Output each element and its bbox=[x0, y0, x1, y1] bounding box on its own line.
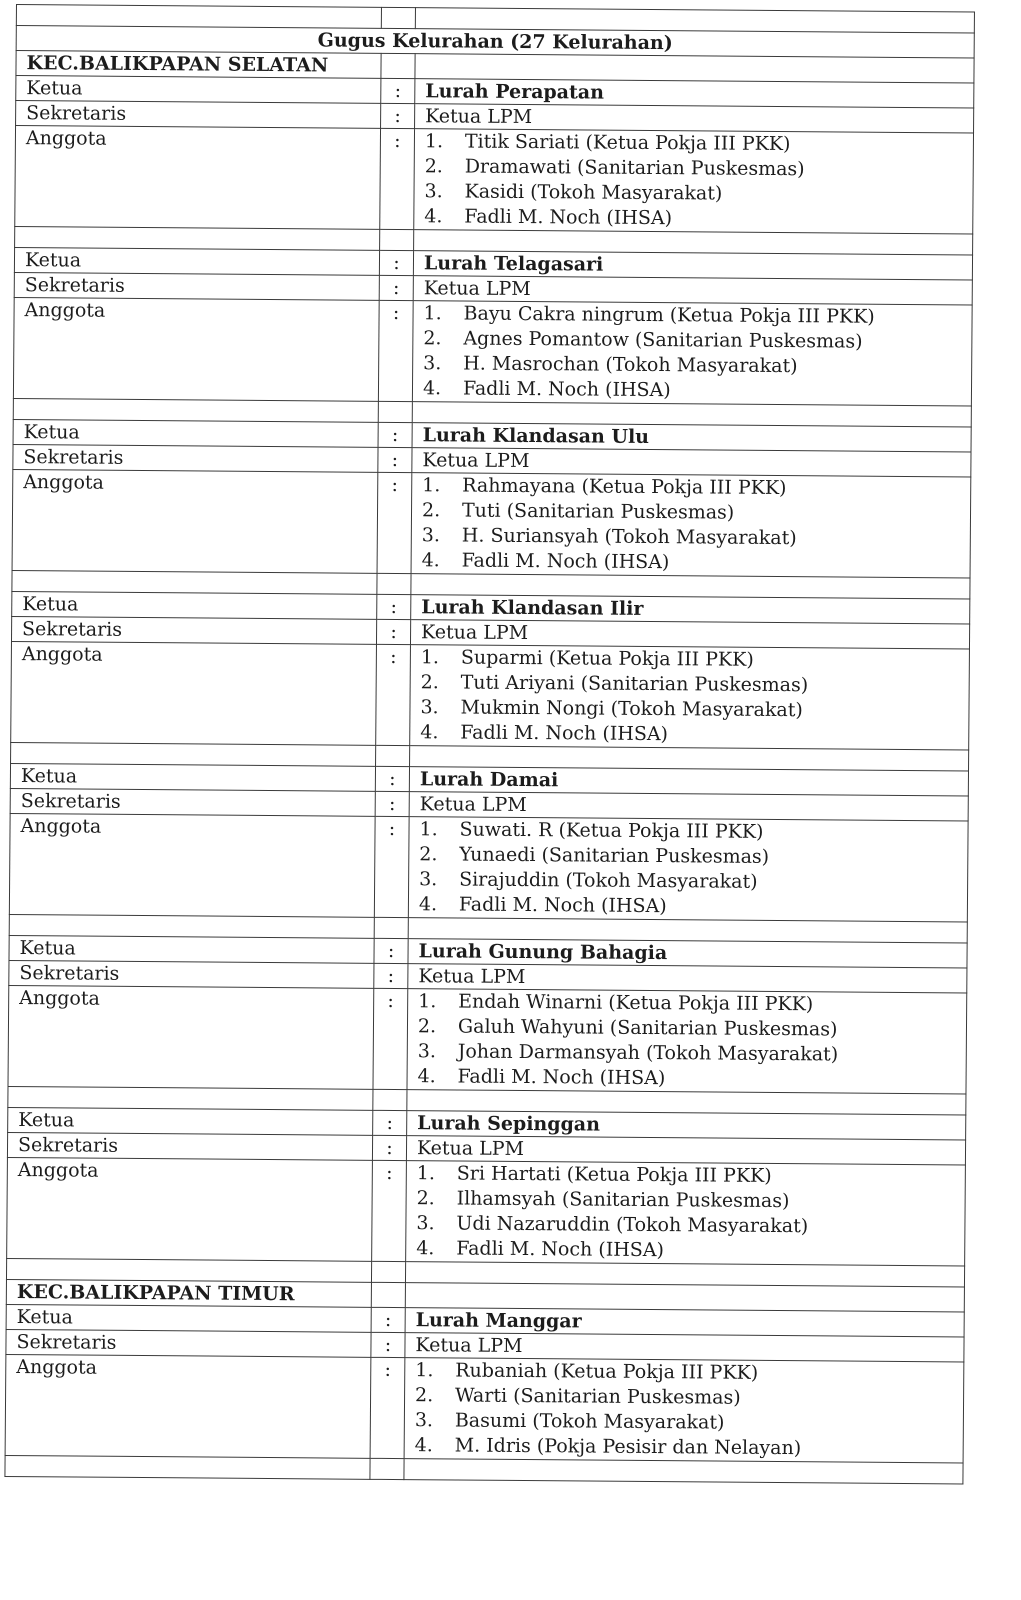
sekretaris-value: Ketua LPM bbox=[413, 276, 972, 305]
member-name: Basumi (Tokoh Masyarakat) bbox=[454, 1409, 725, 1434]
ketua-value: Lurah Perapatan bbox=[415, 79, 974, 108]
member-list bbox=[420, 645, 969, 749]
anggota-list-cell bbox=[411, 473, 971, 578]
member-number: 2. bbox=[416, 1187, 435, 1210]
colon: : bbox=[374, 938, 408, 963]
ketua-value: Lurah Gunung Bahagia bbox=[408, 939, 967, 968]
member-name: Sirajuddin (Tokoh Masyarakat) bbox=[459, 868, 758, 893]
member-name: M. Idris (Pokja Pesisir dan Nelayan) bbox=[454, 1434, 802, 1460]
colon: : bbox=[372, 1160, 407, 1261]
member-number: 3. bbox=[424, 180, 443, 203]
list-item bbox=[419, 892, 967, 921]
member-name: Suparmi (Ketua Pokja III PKK) bbox=[460, 646, 754, 671]
sekretaris-value: Ketua LPM bbox=[409, 792, 968, 821]
list-item bbox=[422, 548, 970, 577]
table-body bbox=[5, 5, 975, 1484]
member-name: Tuti (Sanitarian Puskesmas) bbox=[461, 499, 735, 524]
sekretaris-label: Sekretaris bbox=[11, 616, 376, 644]
member-name: Fadli M. Noch (IHSA) bbox=[464, 205, 673, 230]
ketua-label: Ketua bbox=[8, 1107, 373, 1135]
colon: : bbox=[377, 594, 411, 619]
sekretaris-label: Sekretaris bbox=[7, 1132, 372, 1160]
member-number: 4. bbox=[414, 1434, 433, 1457]
member-name: Galuh Wahyuni (Sanitarian Puskesmas) bbox=[457, 1015, 838, 1041]
member-name: Agnes Pomantow (Sanitarian Puskesmas) bbox=[463, 327, 863, 353]
member-name: Fadli M. Noch (IHSA) bbox=[457, 1065, 666, 1090]
document-page bbox=[4, 4, 974, 1595]
ketua-value: Lurah Telagasari bbox=[413, 251, 972, 280]
anggota-label: Anggota bbox=[15, 126, 381, 230]
kecamatan-heading: KEC.BALIKPAPAN SELATAN bbox=[16, 51, 381, 79]
member-number: 2. bbox=[414, 1384, 434, 1407]
member-number: 4. bbox=[417, 1065, 436, 1088]
colon: : bbox=[371, 1332, 405, 1357]
anggota-list-cell bbox=[407, 989, 967, 1094]
sekretaris-value: Ketua LPM bbox=[410, 620, 969, 649]
sekretaris-value: Ketua LPM bbox=[412, 448, 971, 477]
list-item bbox=[417, 1064, 965, 1093]
member-number: 3. bbox=[414, 1409, 434, 1432]
anggota-label: Anggota bbox=[5, 1354, 371, 1458]
member-name: Fadli M. Noch (IHSA) bbox=[461, 549, 670, 574]
member-number: 2. bbox=[421, 499, 441, 522]
member-name: Fadli M. Noch (IHSA) bbox=[460, 721, 669, 746]
anggota-label: Anggota bbox=[9, 813, 375, 917]
sekretaris-value: Ketua LPM bbox=[415, 104, 974, 133]
sekretaris-label: Sekretaris bbox=[6, 1329, 371, 1357]
member-list bbox=[419, 817, 968, 921]
colon: : bbox=[371, 1307, 405, 1332]
member-number: 3. bbox=[420, 696, 439, 719]
member-number: 3. bbox=[417, 1040, 437, 1063]
ketua-value: Lurah Klandasan Ilir bbox=[411, 595, 970, 624]
ketua-label: Ketua bbox=[10, 763, 375, 791]
member-number: 1. bbox=[420, 646, 440, 669]
member-name: Endah Winarni (Ketua Pokja III PKK) bbox=[458, 990, 814, 1016]
member-number: 1. bbox=[424, 130, 444, 153]
anggota-row bbox=[12, 469, 971, 578]
member-number: 3. bbox=[416, 1212, 435, 1235]
member-name: Mukmin Nongi (Tokoh Masyarakat) bbox=[460, 696, 803, 722]
member-number: 4. bbox=[422, 377, 442, 400]
member-name: Kasidi (Tokoh Masyarakat) bbox=[464, 180, 723, 205]
anggota-list-cell bbox=[410, 645, 970, 750]
member-number: 2. bbox=[420, 671, 439, 694]
member-name: H. Suriansyah (Tokoh Masyarakat) bbox=[461, 524, 797, 550]
member-number: 1. bbox=[415, 1359, 434, 1382]
colon: : bbox=[378, 447, 412, 472]
anggota-label: Anggota bbox=[12, 469, 378, 573]
member-number: 4. bbox=[416, 1237, 435, 1260]
anggota-row bbox=[8, 985, 967, 1094]
anggota-label: Anggota bbox=[11, 641, 377, 745]
member-number: 4. bbox=[421, 549, 440, 572]
member-number: 3. bbox=[421, 524, 441, 547]
member-number: 3. bbox=[419, 868, 438, 891]
member-name: Bayu Cakra ningrum (Ketua Pokja III PKK) bbox=[463, 302, 875, 328]
anggota-row bbox=[11, 641, 970, 750]
ketua-value: Lurah Damai bbox=[409, 767, 968, 796]
ketua-label: Ketua bbox=[16, 76, 381, 104]
ketua-label: Ketua bbox=[9, 935, 374, 963]
anggota-row bbox=[15, 126, 974, 235]
sekretaris-label: Sekretaris bbox=[13, 444, 378, 472]
colon: : bbox=[374, 963, 408, 988]
colon: : bbox=[381, 78, 415, 103]
member-name: Dramawati (Sanitarian Puskesmas) bbox=[464, 155, 805, 181]
colon: : bbox=[373, 988, 408, 1089]
colon: : bbox=[378, 300, 413, 401]
member-name: Suwati. R (Ketua Pokja III PKK) bbox=[459, 818, 764, 843]
colon: : bbox=[379, 275, 413, 300]
member-name: Rahmayana (Ketua Pokja III PKK) bbox=[462, 474, 787, 500]
member-number: 2. bbox=[419, 843, 438, 866]
gugus-kelurahan-table bbox=[4, 4, 975, 1484]
member-number: 2. bbox=[417, 1015, 437, 1038]
list-item bbox=[424, 204, 972, 233]
member-name: Fadli M. Noch (IHSA) bbox=[458, 893, 667, 918]
member-list bbox=[424, 129, 973, 233]
ketua-label: Ketua bbox=[6, 1304, 371, 1332]
list-item bbox=[415, 1433, 963, 1462]
member-number: 2. bbox=[423, 327, 442, 350]
list-item bbox=[416, 1236, 964, 1265]
member-name: Fadli M. Noch (IHSA) bbox=[462, 377, 671, 402]
member-name: Tuti Ariyani (Sanitarian Puskesmas) bbox=[460, 671, 809, 697]
member-name: H. Masrochan (Tokoh Masyarakat) bbox=[463, 352, 798, 378]
anggota-list-cell bbox=[412, 301, 972, 406]
kecamatan-heading: KEC.BALIKPAPAN TIMUR bbox=[6, 1279, 371, 1307]
member-number: 1. bbox=[419, 818, 438, 841]
member-list bbox=[417, 989, 966, 1093]
list-item bbox=[423, 376, 971, 405]
sekretaris-value: Ketua LPM bbox=[405, 1333, 964, 1362]
anggota-row bbox=[7, 1157, 966, 1266]
anggota-label: Anggota bbox=[7, 1157, 373, 1261]
sekretaris-label: Sekretaris bbox=[14, 272, 379, 300]
anggota-row bbox=[9, 813, 968, 922]
colon: : bbox=[374, 816, 409, 917]
colon: : bbox=[376, 619, 410, 644]
member-name: Fadli M. Noch (IHSA) bbox=[456, 1237, 665, 1262]
anggota-row bbox=[13, 297, 972, 406]
ketua-label: Ketua bbox=[14, 247, 379, 275]
anggota-list-cell bbox=[406, 1161, 966, 1266]
colon: : bbox=[373, 1110, 407, 1135]
member-name: Johan Darmansyah (Tokoh Masyarakat) bbox=[457, 1040, 839, 1066]
member-number: 1. bbox=[416, 1162, 436, 1185]
member-number: 1. bbox=[418, 990, 437, 1013]
member-name: Warti (Sanitarian Puskesmas) bbox=[454, 1384, 741, 1409]
member-list bbox=[423, 301, 972, 405]
ketua-value: Lurah Klandasan Ulu bbox=[412, 423, 971, 452]
member-name: Titik Sariati (Ketua Pokja III PKK) bbox=[464, 130, 791, 156]
colon: : bbox=[381, 103, 415, 128]
colon: : bbox=[378, 422, 412, 447]
colon: : bbox=[375, 766, 409, 791]
anggota-list-cell bbox=[414, 129, 974, 234]
colon: : bbox=[380, 128, 415, 229]
anggota-label: Anggota bbox=[13, 297, 379, 401]
ketua-value: Lurah Manggar bbox=[405, 1308, 964, 1337]
ketua-label: Ketua bbox=[13, 419, 378, 447]
member-number: 1. bbox=[423, 302, 442, 325]
anggota-list-cell bbox=[408, 817, 968, 922]
anggota-label: Anggota bbox=[8, 985, 374, 1089]
member-list bbox=[415, 1358, 964, 1462]
member-name: Sri Hartati (Ketua Pokja III PKK) bbox=[456, 1162, 772, 1187]
colon: : bbox=[372, 1135, 406, 1160]
member-name: Rubaniah (Ketua Pokja III PKK) bbox=[455, 1359, 759, 1384]
colon: : bbox=[379, 250, 413, 275]
page-title: Gugus Kelurahan (27 Kelurahan) bbox=[16, 26, 974, 59]
colon: : bbox=[377, 472, 412, 573]
member-name: Yunaedi (Sanitarian Puskesmas) bbox=[459, 843, 770, 868]
member-name: Udi Nazaruddin (Tokoh Masyarakat) bbox=[456, 1212, 809, 1238]
member-list bbox=[416, 1161, 965, 1265]
member-number: 4. bbox=[424, 205, 443, 228]
ketua-value: Lurah Sepinggan bbox=[407, 1111, 966, 1140]
colon: : bbox=[376, 644, 411, 745]
colon: : bbox=[375, 791, 409, 816]
colon: : bbox=[370, 1357, 405, 1458]
sekretaris-value: Ketua LPM bbox=[408, 964, 967, 993]
member-number: 4. bbox=[420, 721, 439, 744]
sekretaris-label: Sekretaris bbox=[9, 960, 374, 988]
ketua-label: Ketua bbox=[12, 591, 377, 619]
sekretaris-value: Ketua LPM bbox=[406, 1136, 965, 1165]
member-list bbox=[422, 473, 971, 577]
anggota-row bbox=[5, 1354, 964, 1463]
sekretaris-label: Sekretaris bbox=[16, 101, 381, 129]
member-name: Ilhamsyah (Sanitarian Puskesmas) bbox=[456, 1187, 790, 1213]
member-number: 2. bbox=[424, 155, 443, 178]
member-number: 3. bbox=[423, 352, 442, 375]
member-number: 4. bbox=[418, 893, 438, 916]
member-number: 1. bbox=[422, 474, 441, 497]
sekretaris-label: Sekretaris bbox=[10, 788, 375, 816]
anggota-list-cell bbox=[404, 1358, 964, 1463]
list-item bbox=[420, 720, 968, 749]
